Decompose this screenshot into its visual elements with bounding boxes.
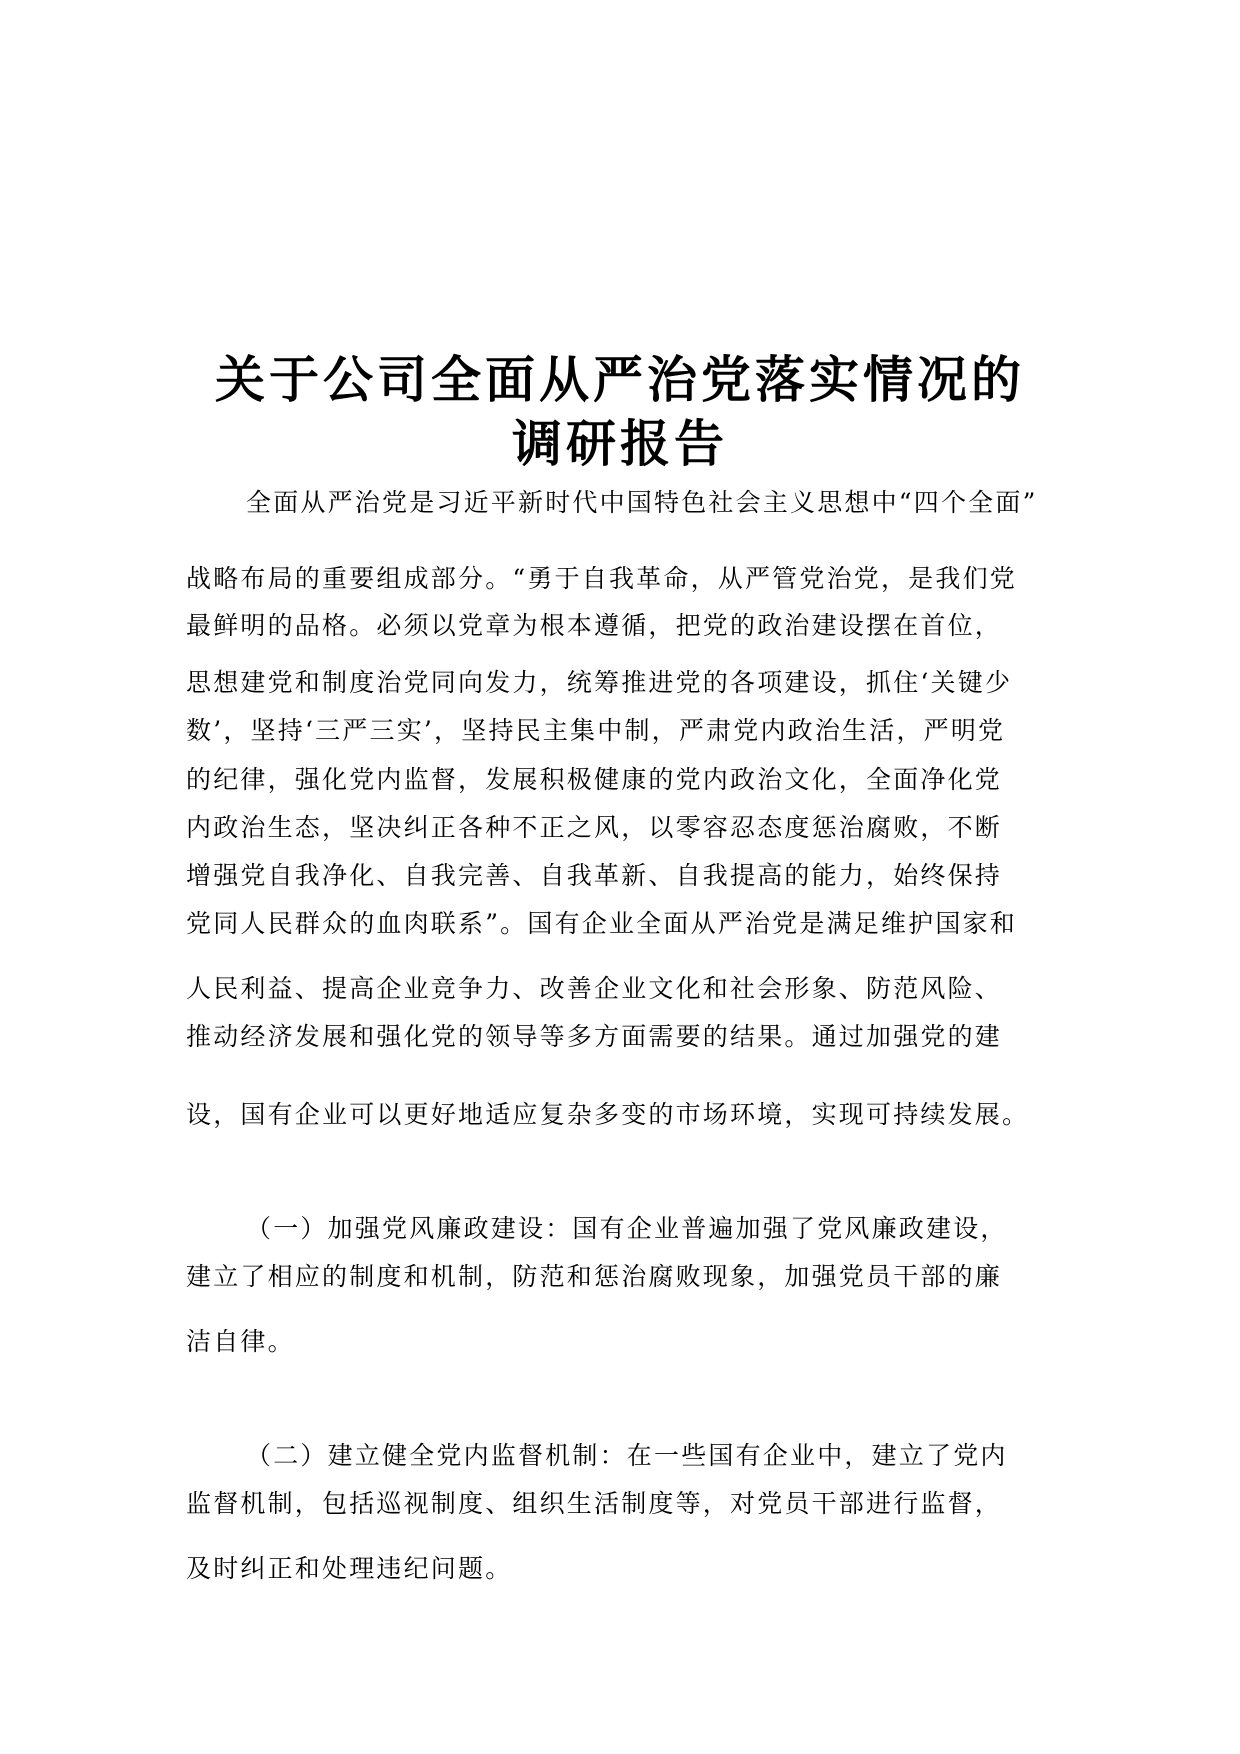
text-line: 党同人民群众的血肉联系”。国有企业全面从严治党是满足维护国家和	[186, 909, 1017, 938]
text-line: 内政治生态，坚决纠正各种不正之风，以零容忍态度惩治腐败，不断	[186, 813, 1003, 842]
text-line: 及时纠正和处理违纪问题。	[186, 1554, 513, 1583]
text-line: 推动经济发展和强化党的领导等多方面需要的结果。通过加强党的建	[186, 1022, 1003, 1051]
text-line: 的纪律，强化党内监督，发展积极健康的党内政治文化，全面净化党	[186, 765, 1003, 794]
text-line: 增强党自我净化、自我完善、自我革新、自我提高的能力，始终保持	[186, 861, 1003, 890]
text-line: 设，国有企业可以更好地适应复杂多变的市场环境，实现可持续发展。	[186, 1100, 1030, 1129]
text-line: 洁自律。	[186, 1327, 295, 1356]
text-line: 最鲜明的品格。必须以党章为根本遵循，把党的政治建设摆在首位，	[186, 611, 1003, 640]
text-line: 全面从严治党是习近平新时代中国特色社会主义思想中“四个全面”	[246, 488, 1038, 517]
text-line: 建立了相应的制度和机制，防范和惩治腐败现象，加强党员干部的廉	[186, 1262, 1003, 1291]
text-line: 人民利益、提高企业竞争力、改善企业文化和社会形象、防范风险、	[186, 974, 1003, 1003]
text-line: （二）建立健全党内监督机制：在一些国有企业中，建立了党内	[246, 1441, 1008, 1470]
document-title-line-1: 关于公司全面从严治党落实情况的	[215, 351, 1025, 409]
text-line: 监督机制，包括巡视制度、组织生活制度等，对党员干部进行监督，	[186, 1489, 1003, 1518]
text-line: 思想建党和制度治党同向发力，统筹推进党的各项建设，抓住‘关键少	[186, 668, 1013, 697]
document-title-line-2: 调研报告	[512, 415, 728, 473]
text-line: 战略布局的重要组成部分。“勇于自我革命，从严管党治党，是我们党	[186, 564, 1017, 593]
text-line: 数’，坚持‘三严三实’，坚持民主集中制，严肃党内政治生活，严明党	[186, 716, 1006, 745]
text-line: （一）加强党风廉政建设：国有企业普遍加强了党风廉政建设，	[246, 1214, 1008, 1243]
